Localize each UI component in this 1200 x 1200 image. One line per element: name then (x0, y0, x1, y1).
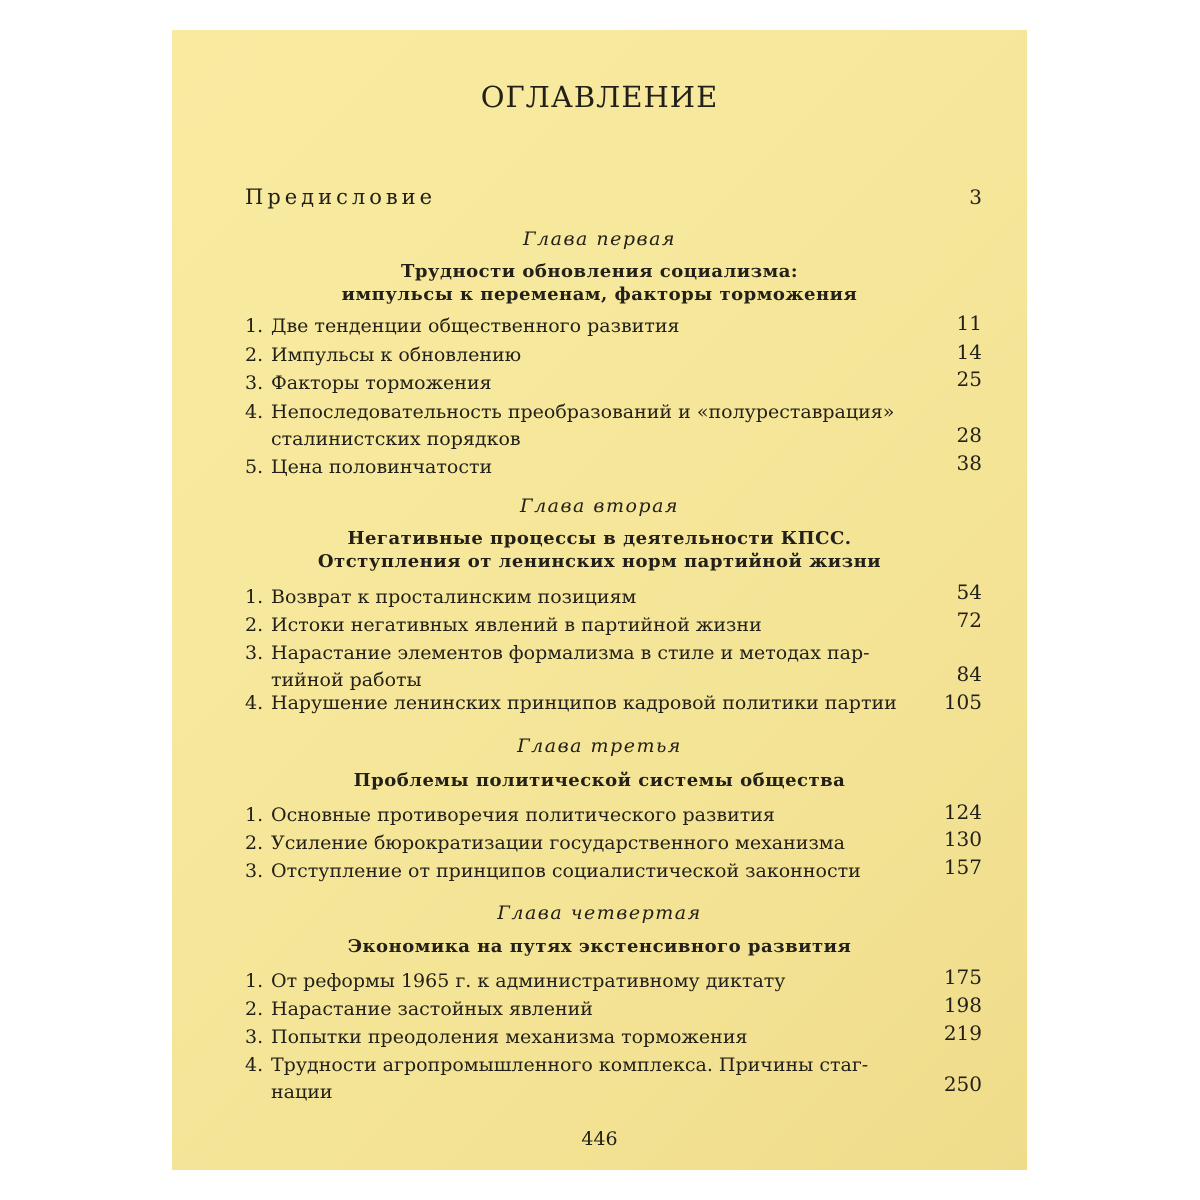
entry-number: 3. (245, 372, 264, 394)
toc-entry (245, 313, 917, 340)
chapter-label: Глава первая (522, 228, 677, 250)
entry-text: Отступление от принципов социалистической законности (271, 860, 861, 882)
entry-text: Нарастание застойных явлений (271, 998, 593, 1020)
entry-page: 157 (943, 855, 982, 879)
entry-page: 84 (956, 662, 982, 686)
entry-number: 4. (245, 692, 264, 714)
chapter-title: импульсы к переменам, факторы торможения (341, 284, 858, 305)
entry-text: Усиление бюрократизации государственного механизма (271, 832, 845, 854)
entry-number: 1. (245, 315, 264, 337)
toc-entry (245, 802, 917, 829)
entry-number: 3. (245, 642, 264, 664)
entry-number: 2. (245, 998, 264, 1020)
entry-page: 175 (943, 965, 982, 989)
entry-page: 11 (956, 311, 982, 335)
entry-page: 25 (956, 367, 982, 391)
toc-entry (245, 399, 917, 453)
entry-text-continued: сталинистских порядков (271, 428, 521, 450)
chapter-title: Негативные процессы в деятельности КПСС. (347, 528, 852, 549)
chapter-label: Глава четвертая (497, 902, 702, 924)
toc-entry (245, 996, 917, 1023)
entry-page: 14 (956, 340, 982, 364)
entry-number: 2. (245, 344, 264, 366)
entry-text-continued: нации (271, 1081, 333, 1103)
toc-entry (245, 1024, 917, 1051)
entry-number: 1. (245, 970, 264, 992)
chapter-title: Трудности обновления социализма: (400, 261, 799, 282)
entry-text: Непоследовательность преобразований и «полуреставрация» (271, 401, 895, 423)
entry-page: 250 (943, 1072, 982, 1096)
chapter-title: Экономика на путях экстенсивного развития (347, 936, 852, 957)
entry-number: 2. (245, 832, 264, 854)
entry-page: 105 (943, 690, 982, 714)
page-number: 446 (581, 1128, 618, 1150)
toc-entry (245, 612, 917, 639)
toc-entry (245, 342, 917, 369)
entry-text: Нарастание элементов формализма в стиле и методах пар- (271, 642, 870, 664)
entry-number: 1. (245, 804, 264, 826)
toc-entry (245, 454, 917, 481)
entry-text: Две тенденции общественного развития (271, 315, 680, 337)
entry-text: Истоки негативных явлений в партийной жизни (271, 614, 762, 636)
entry-text: Факторы торможения (271, 372, 492, 394)
toc-entry (245, 640, 917, 694)
entry-text: Трудности агропромышленного комплекса. Причины стаг- (271, 1054, 869, 1076)
entry-page: 28 (956, 423, 982, 447)
entry-text: Импульсы к обновлению (271, 344, 522, 366)
entry-page: 54 (956, 580, 982, 604)
page-title: ОГЛАВЛЕНИЕ (480, 80, 719, 114)
toc-entry (245, 830, 917, 857)
chapter-title: Проблемы политической системы общества (353, 770, 846, 791)
toc-entry (245, 584, 917, 611)
chapter-label: Глава третья (517, 735, 682, 757)
entry-page: 72 (956, 608, 982, 632)
toc-entry (245, 858, 917, 885)
entry-text: Основные противоречия политического развития (271, 804, 775, 826)
entry-text: Нарушение ленинских принципов кадровой политики партии (271, 692, 897, 714)
entry-number: 3. (245, 860, 264, 882)
toc-entry (245, 1052, 917, 1106)
entry-text: Попытки преодоления механизма торможения (271, 1026, 748, 1048)
chapter-title: Отступления от ленинских норм партийной жизни (317, 551, 882, 572)
entry-number: 4. (245, 401, 264, 423)
entry-text-continued: тийной работы (271, 669, 422, 691)
entry-text: Цена половинчатости (271, 456, 493, 478)
entry-number: 2. (245, 614, 264, 636)
entry-page: 198 (943, 993, 982, 1017)
entry-page: 219 (943, 1021, 982, 1045)
entry-page: 130 (943, 827, 982, 851)
preface-page: 3 (969, 185, 982, 209)
toc-entry (245, 370, 917, 397)
entry-page: 124 (943, 800, 982, 824)
preface-label: Предисловие (245, 185, 437, 209)
entry-number: 4. (245, 1054, 264, 1076)
toc-entry (245, 690, 917, 717)
entry-text: От реформы 1965 г. к административному диктату (271, 970, 786, 992)
entry-text: Возврат к просталинским позициям (271, 586, 637, 608)
toc-entry (245, 968, 917, 995)
chapter-label: Глава вторая (519, 495, 679, 517)
entry-number: 1. (245, 586, 264, 608)
entry-number: 3. (245, 1026, 264, 1048)
entry-number: 5. (245, 456, 264, 478)
entry-page: 38 (956, 451, 982, 475)
book-page (172, 30, 1027, 1170)
